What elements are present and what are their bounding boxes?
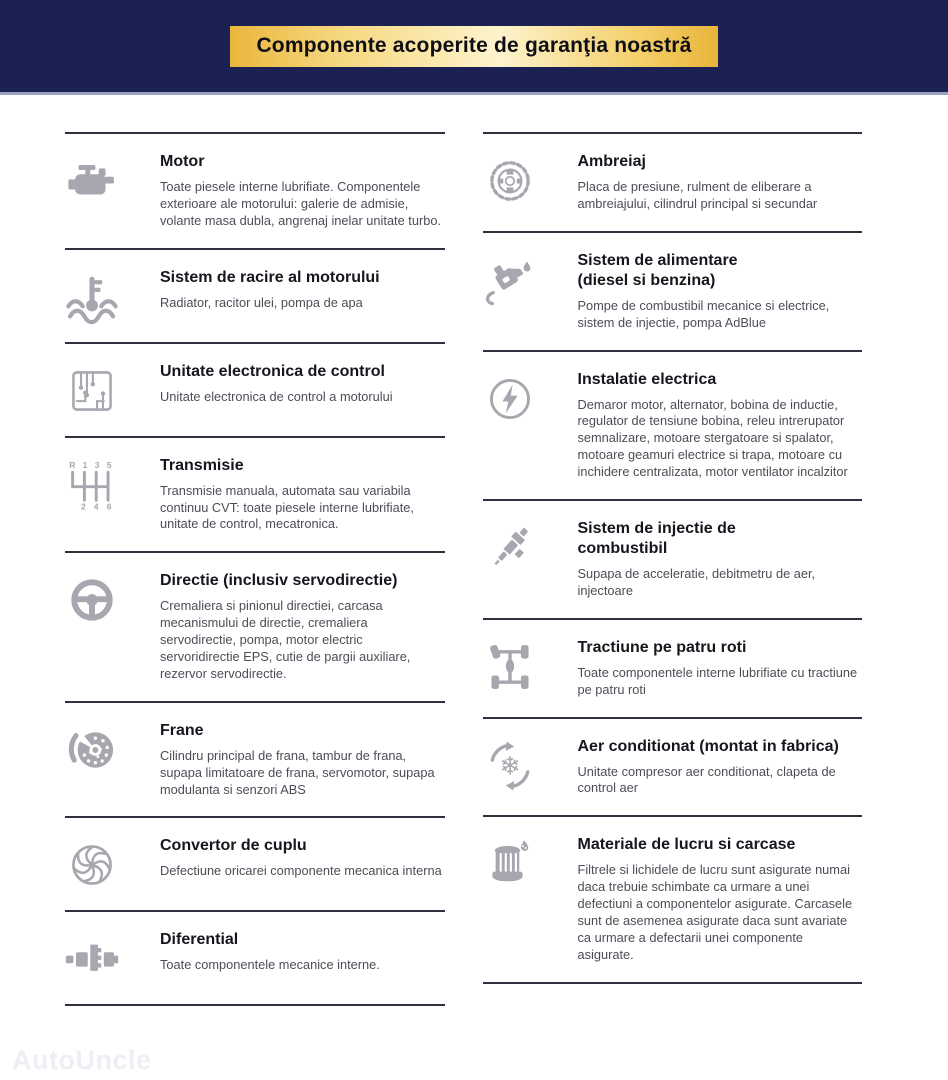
item-fuel-injection bbox=[483, 501, 863, 620]
fuel-nozzle-icon bbox=[483, 253, 537, 307]
item-description: Placa de presiune, rulment de eliberare a ambreiajului, cilindrul principal si secundar bbox=[577, 179, 818, 211]
item-description: Radiator, racitor ulei, pompa de apa bbox=[160, 294, 363, 310]
clutch-plate-icon bbox=[483, 154, 537, 208]
item-description: Transmisie manuala, automata sau variabila continuu CVT: toate piesele interne lubrifiate, unitate de control, mecatronica. bbox=[160, 482, 414, 532]
torque-converter-icon bbox=[65, 838, 119, 892]
item-description: Pompe de combustibil mecanice si electrice, sistem de injectie, pompa AdBlue bbox=[577, 297, 830, 330]
item-motor bbox=[65, 134, 445, 250]
item-title: Sistem de injectie de combustibil bbox=[577, 520, 736, 558]
item-title: Transmisie bbox=[160, 456, 244, 474]
differential-icon bbox=[65, 932, 119, 986]
item-description: Filtrele si lichidele de lucru sunt asigurate numai daca trebuie schimbate ca urmare a unei defectiuni a componentelor asigurate. Carcasele sunt de asemenea asigurate daca sunt avariate ca urmare a defectarii unei componente asigurate. bbox=[577, 862, 853, 962]
oil-filter-icon bbox=[483, 837, 537, 891]
item-title: Motor bbox=[160, 153, 205, 170]
item-differential bbox=[65, 912, 445, 1006]
item-transmission bbox=[65, 438, 445, 554]
item-electrical bbox=[483, 352, 863, 501]
item-title: Ambreiaj bbox=[577, 153, 646, 170]
item-description: Toate componentele mecanice interne. bbox=[160, 957, 380, 973]
page-title: Componente acoperite de garanţia noastră bbox=[230, 26, 717, 67]
item-four-wheel-drive bbox=[483, 620, 863, 719]
watermark-text: AutoUncle bbox=[12, 1045, 152, 1075]
lightning-bolt-icon bbox=[483, 372, 537, 426]
fuel-injector-icon bbox=[483, 521, 537, 575]
item-brakes bbox=[65, 703, 445, 819]
item-description: Toate componentele interne lubrifiate cu tractiune pe patru roti bbox=[577, 664, 858, 697]
ecu-circuit-icon bbox=[65, 364, 119, 418]
gear-positions-bottom: 2 4 6 bbox=[81, 501, 112, 512]
steering-wheel-icon bbox=[65, 573, 119, 627]
item-description: Unitate compresor aer conditionat, clapeta de control aer bbox=[577, 763, 836, 796]
item-title: Sistem de alimentare (diesel si benzina) bbox=[577, 251, 738, 289]
item-title: Unitate electronica de control bbox=[160, 362, 385, 380]
item-description: Cremaliera si pinionul directiei, carcasa mecanismului de directie, cremaliera servodirectie, pompa, motor electric servoridirectie EPS, cutie de pargii auxiliare, rezervor servodirectie. bbox=[160, 598, 411, 681]
four-wheel-drive-icon bbox=[483, 640, 537, 694]
item-description: Toate piesele interne lubrifiate. Componentele exterioare ale motorului: galerie de admisie, volante masa dubla, angrenaj inelar unitate turbo. bbox=[160, 179, 442, 228]
item-fuel-system bbox=[483, 233, 863, 352]
engine-icon bbox=[65, 154, 119, 208]
item-description: Supapa de acceleratie, debitmetru de aer, injectoare bbox=[577, 566, 816, 598]
cooling-system-icon bbox=[65, 270, 119, 324]
item-air-conditioning bbox=[483, 719, 863, 818]
item-working-materials bbox=[483, 817, 863, 983]
item-ecu bbox=[65, 344, 445, 438]
item-title: Directie (inclusiv servodirectie) bbox=[160, 572, 398, 590]
content-columns bbox=[0, 95, 948, 1006]
snowflake-glyph: ❄ bbox=[498, 751, 521, 781]
gear-shift-icon bbox=[65, 458, 119, 512]
item-description: Unitate electronica de control a motorului bbox=[160, 388, 393, 404]
column-left bbox=[65, 132, 445, 1006]
item-description: Cilindru principal de frana, tambur de frana, supapa limitatoare de frana, servomotor, supapa modulanta si senzori ABS bbox=[160, 747, 435, 797]
gear-positions-top: R 1 3 5 bbox=[69, 459, 112, 470]
item-description: Demaror motor, alternator, bobina de inductie, regulator de tensiune bobina, releu intrerupator semnalizare, motoare stergatoare si spalator, motoare geamuri electrice si trapa, motoare cu inchidere centralizata, motor ventilator incalzitor bbox=[577, 396, 848, 480]
item-title: Instalatie electrica bbox=[577, 370, 717, 388]
item-title: Diferential bbox=[160, 931, 239, 949]
item-title: Sistem de racire al motorului bbox=[160, 268, 380, 286]
item-title: Frane bbox=[160, 721, 204, 739]
item-cooling-system bbox=[65, 250, 445, 344]
item-title: Tractiune pe patru roti bbox=[577, 638, 747, 656]
item-torque-converter bbox=[65, 818, 445, 912]
item-steering bbox=[65, 553, 445, 702]
header-band bbox=[0, 0, 948, 95]
item-title: Materiale de lucru si carcase bbox=[577, 836, 796, 854]
item-description: Defectiune oricarei componente mecanica interna bbox=[160, 863, 442, 879]
item-title: Aer conditionat (montat in fabrica) bbox=[577, 737, 839, 755]
air-conditioning-icon bbox=[483, 739, 537, 793]
column-right bbox=[483, 132, 863, 1006]
brake-disc-icon bbox=[65, 723, 119, 777]
item-clutch bbox=[483, 134, 863, 233]
item-title: Convertor de cuplu bbox=[160, 837, 307, 855]
